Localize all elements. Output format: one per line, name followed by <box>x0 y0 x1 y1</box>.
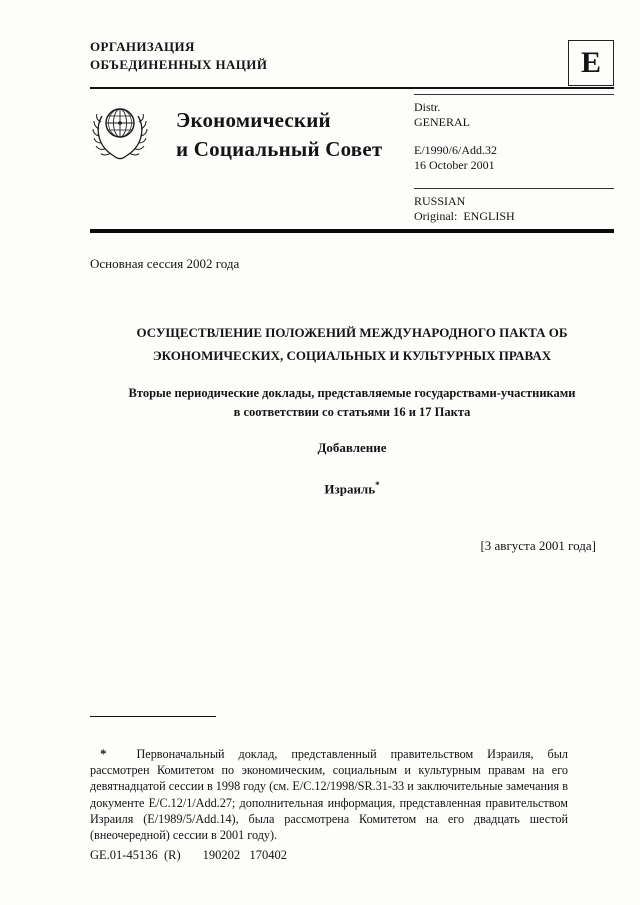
document-title-line1: ОСУЩЕСТВЛЕНИЕ ПОЛОЖЕНИЙ МЕЖДУНАРОДНОГО ПАКТА ОБ <box>136 325 568 340</box>
distr-label: Distr. <box>414 100 441 114</box>
country-name: Израиль <box>324 481 376 497</box>
footer <box>90 848 287 863</box>
footnote-text: Первоначальный доклад, представленный правительством Израиля, был рассмотрен Комитетом по экономическим, социальным и культурным правам на его девятнадцатой сессии в 1998 году (см. E/C.12/1998/SR.31-33 и заключительные замечания в документе E/C.12/1/Add.27; дополнительная информация, представленная правительством Израиля (E/1989/5/Add.14), была рассмотрена Комитетом на его двадцать шестой (внеочередной) сессии в 2001 году). <box>90 747 568 842</box>
distr-top-rule <box>414 94 614 95</box>
doc-date: 16 October 2001 <box>414 158 495 173</box>
document-subtitle-line1: Вторые периодические доклады, представляемые государствами-участниками <box>128 386 576 400</box>
document-subtitle <box>90 384 614 422</box>
org-name-line1: ОРГАНИЗАЦИЯ <box>90 39 195 54</box>
distr-value: GENERAL <box>414 115 470 130</box>
council-title-line2: и Социальный Совет <box>176 137 383 162</box>
footnote-marker: * <box>100 746 107 762</box>
footer-ge-number: GE.01-45136 (R) <box>90 848 181 862</box>
addendum-label: Добавление <box>317 440 387 455</box>
document-subtitle-line2: в соответствии со статьями 16 и 17 Пакта <box>233 404 471 419</box>
un-emblem-icon <box>92 102 148 169</box>
language-letter-box <box>568 40 614 86</box>
distr-mid-rule <box>414 188 614 189</box>
footnote-separator <box>90 716 216 717</box>
document-title <box>90 322 614 368</box>
submission-date: [3 августа 2001 года] <box>480 538 596 553</box>
document-title-line2: ЭКОНОМИЧЕСКИХ, СОЦИАЛЬНЫХ И КУЛЬТУРНЫХ ПРАВАХ <box>152 347 552 363</box>
country-heading <box>90 480 614 497</box>
doc-language: RUSSIAN <box>414 193 466 208</box>
footnote <box>90 745 568 843</box>
session-line: Основная сессия 2002 года <box>90 256 240 271</box>
doc-original-language: Original: ENGLISH <box>414 208 515 223</box>
language-letter: E <box>580 46 601 79</box>
country-footnote-marker: * <box>375 480 380 490</box>
org-name-line2: ОБЪЕДИНЕННЫХ НАЦИЙ <box>90 56 268 72</box>
distribution-block <box>414 94 614 224</box>
footer-codes: 190202 170402 <box>202 848 287 862</box>
doc-symbol: E/1990/6/Add.32 <box>414 142 497 157</box>
council-title-line1: Экономический <box>176 108 331 132</box>
council-title <box>176 106 382 165</box>
masthead-thick-rule <box>90 229 614 233</box>
header-rule <box>90 87 614 89</box>
un-emblem-svg <box>92 102 148 164</box>
org-name <box>90 38 267 73</box>
